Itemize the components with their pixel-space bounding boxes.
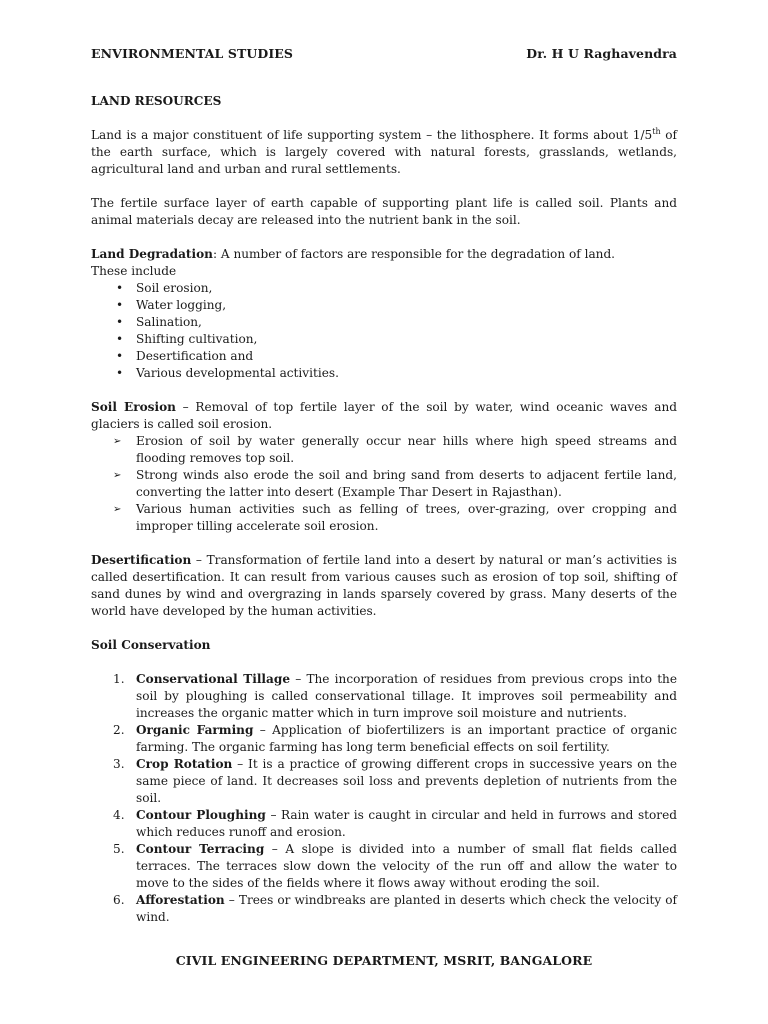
list-item: 4. Contour Ploughing – Rain water is caught in circular and held in furrows and stored which reduces runoff and erosion. bbox=[113, 808, 677, 839]
land-degradation-heading: Land Degradation bbox=[91, 247, 213, 261]
land-degradation-list bbox=[91, 280, 677, 382]
list-item: 3. Crop Rotation – It is a practice of growing different crops in successive years on the same piece of land. It decreases soil loss and prevents depletion of nutrients from the soil. bbox=[113, 757, 677, 805]
page-content bbox=[91, 93, 677, 926]
soil-conservation-heading: Soil Conservation bbox=[91, 638, 211, 652]
land-degradation-paragraph: Land Degradation: A number of factors are responsible for the degradation of land. bbox=[91, 247, 616, 261]
soil-erosion-paragraph: Soil Erosion – Removal of top fertile layer of the soil by water, wind oceanic waves and glaciers is called soil erosion. bbox=[91, 400, 677, 431]
list-item: 2. Organic Farming – Application of biofertilizers is an important practice of organic farming. The organic farming has long term beneficial effects on soil fertility. bbox=[113, 723, 677, 754]
desertification-heading: Desertification bbox=[91, 553, 192, 567]
list-item: ➢ Erosion of soil by water generally occur near hills where high speed streams and flooding removes top soil. bbox=[91, 433, 677, 467]
soil-erosion-list bbox=[91, 433, 677, 535]
soil-conservation-list bbox=[91, 671, 677, 926]
page-header bbox=[91, 46, 677, 61]
list-item: • Salination, bbox=[91, 314, 677, 331]
list-item: • Various developmental activities. bbox=[91, 365, 677, 382]
list-item: 1. Conservational Tillage – The incorporation of residues from previous crops into the soil by ploughing is called conservational tillage. It improves soil permeability and increases the organic matter which in turn improve soil moisture and nutrients. bbox=[113, 672, 678, 720]
intro-paragraph-1: Land is a major constituent of life supporting system – the lithosphere. It forms about 1/5th of the earth surface, which is largely covered with natural forests, grasslands, wetlands, agricultural land and urban and rural settlements. bbox=[91, 126, 677, 176]
list-item: ➢ Various human activities such as felling of trees, over-grazing, over cropping and improper tilling accelerate soil erosion. bbox=[91, 501, 677, 535]
list-item: • Desertification and bbox=[91, 348, 677, 365]
header-course-title: ENVIRONMENTAL STUDIES bbox=[91, 46, 294, 61]
land-degradation-lead: These include bbox=[91, 264, 177, 278]
section-title: LAND RESOURCES bbox=[91, 94, 222, 108]
soil-erosion-heading: Soil Erosion bbox=[91, 400, 176, 414]
list-item: • Shifting cultivation, bbox=[91, 331, 677, 348]
list-item: • Water logging, bbox=[91, 297, 677, 314]
list-item: ➢ Strong winds also erode the soil and bring sand from deserts to adjacent fertile land, converting the latter into desert (Example Thar Desert in Rajasthan). bbox=[91, 467, 677, 501]
header-author: Dr. H U Raghavendra bbox=[526, 46, 677, 61]
intro-paragraph-2: The fertile surface layer of earth capable of supporting plant life is called soil. Plants and animal materials decay are released into the nutrient bank in the soil. bbox=[91, 196, 677, 227]
desertification-paragraph: Desertification – Transformation of fertile land into a desert by natural or man’s activities is called desertification. It can result from various causes such as erosion of top soil, shifting of sand dunes by wind and overgrazing in lands sparsely covered by grass. Many deserts of the world have developed by the human activities. bbox=[91, 553, 677, 618]
list-item: 6. Afforestation – Trees or windbreaks are planted in deserts which check the velocity of wind. bbox=[113, 893, 677, 924]
list-item: • Soil erosion, bbox=[91, 280, 677, 297]
list-item: 5. Contour Terracing – A slope is divided into a number of small flat fields called terraces. The terraces slow down the velocity of the run off and allow the water to move to the sides of the fields where it flows away without eroding the soil. bbox=[113, 842, 677, 890]
page-footer: CIVIL ENGINEERING DEPARTMENT, MSRIT, BANGALORE bbox=[175, 953, 593, 968]
